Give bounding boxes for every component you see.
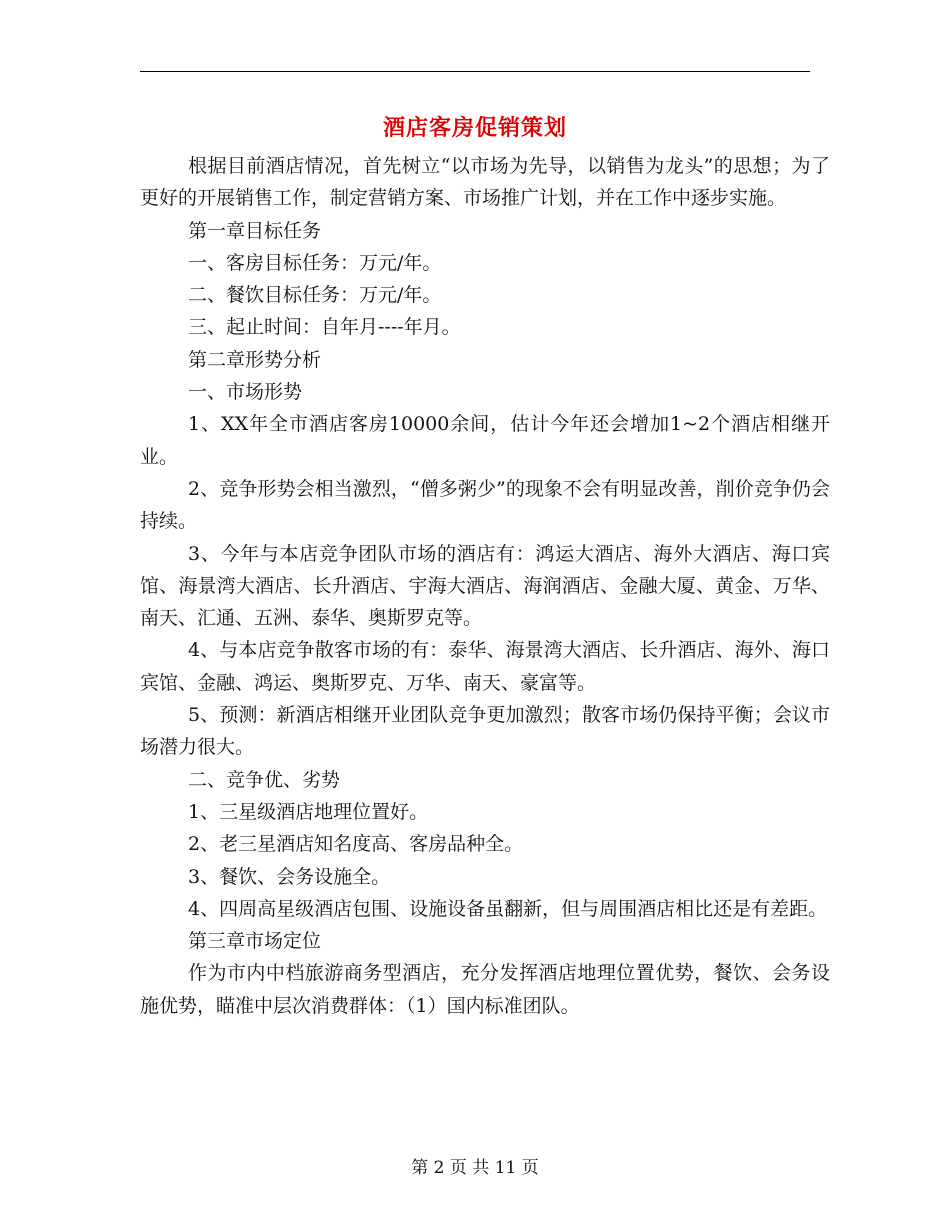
chapter-heading: 第三章市场定位 [188,930,322,953]
paragraph: 4、与本店竞争散客市场的有：泰华、海景湾大酒店、长升酒店、海外、海口宾馆、金融、鸿运、奥斯罗克、万华、南天、豪富等。 [140,639,830,694]
paragraph: 5、预测：新酒店相继开业团队竞争更加激烈；散客市场仍保持平衡；会议市场潜力很大。 [140,704,830,759]
section-heading: 二、竞争优、劣势 [188,768,341,791]
document-body [140,150,830,1022]
paragraph: 3、餐饮、会务设施全。 [188,865,391,888]
paragraph: 一、客房目标任务：万元/年。 [188,251,442,274]
chapter-heading: 第一章目标任务 [188,219,322,242]
paragraph: 4、四周高星级酒店包围、设施设备虽翻新，但与周围酒店相比还是有差距。 [188,897,828,920]
paragraph: 三、起止时间：自年月----年月。 [188,316,461,339]
document-title: 酒店客房促销策划 [382,116,567,141]
header-rule [140,71,810,72]
chapter-heading: 第二章形势分析 [188,348,322,371]
paragraph: 根据目前酒店情况，首先树立“以市场为先导，以销售为龙头”的思想；为了更好的开展销售工作，制定营销方案、市场推广计划，并在工作中逐步实施。 [140,155,830,210]
paragraph: 1、三星级酒店地理位置好。 [188,800,429,823]
paragraph: 1、XX年全市酒店客房10000余间，估计今年还会增加1~2个酒店相继开业。 [140,413,830,468]
paragraph: 二、餐饮目标任务：万元/年。 [188,284,442,307]
section-heading: 一、市场形势 [188,381,303,404]
paragraph: 作为市内中档旅游商务型酒店，充分发挥酒店地理位置优势，餐饮、会务设施优势，瞄准中层次消费群体：（1）国内标准团队。 [140,962,830,1017]
paragraph: 2、竞争形势会相当激烈，“僧多粥少”的现象不会有明显改善，削价竞争仍会持续。 [140,477,830,533]
paragraph: 3、今年与本店竞争团队市场的酒店有：鸿运大酒店、海外大酒店、海口宾馆、海景湾大酒店、长升酒店、宇海大酒店、海润酒店、金融大厦、黄金、万华、南天、汇通、五洲、泰华、奥斯罗克等。 [140,542,830,630]
page-footer: 第 2 页 共 11 页 [411,1158,539,1178]
paragraph: 2、老三星酒店知名度高、客房品种全。 [188,833,524,856]
